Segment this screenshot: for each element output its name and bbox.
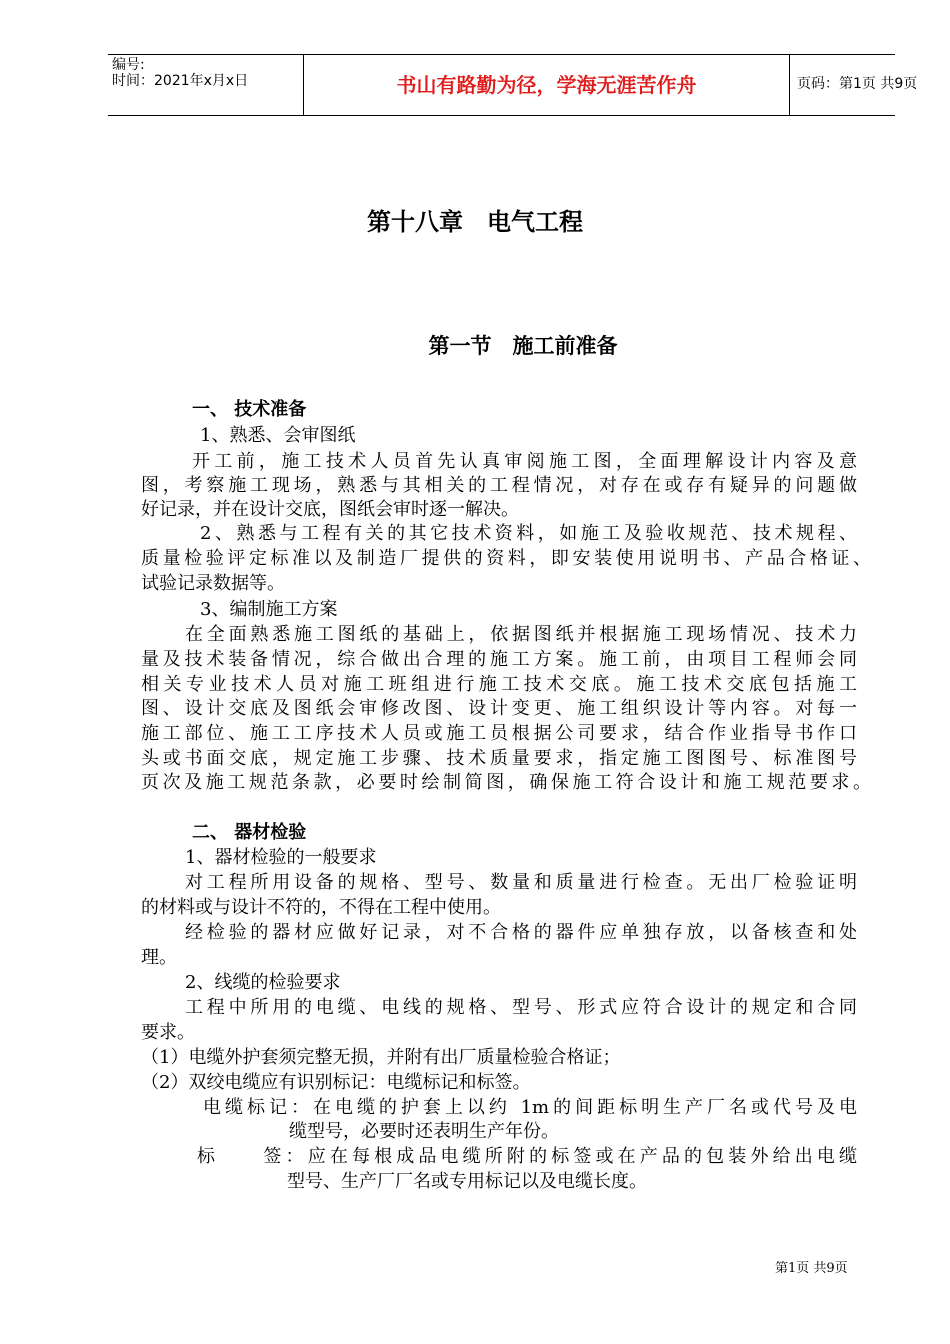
paragraph-line: 好记录，并在设计交底，图纸会审时逐一解决。: [141, 499, 519, 520]
definition-line: 标 签：应在每根成品电缆所附的标签或在产品的包装外给出电缆: [197, 1146, 857, 1167]
paragraph-line: 经检验的器材应做好记录，对不合格的器件应单独存放，以备核查和处: [185, 922, 857, 943]
subheading-construction-plan: 3、编制施工方案: [200, 599, 338, 620]
paragraph-line: 页次及施工规范条款，必要时绘制简图，确保施工符合设计和施工规范要求。: [141, 772, 871, 793]
paragraph-line: 图、设计交底及图纸会审修改图、设计变更、施工组织设计等内容。对每一: [141, 698, 857, 719]
list-item: （1）电缆外护套须完整无损，并附有出厂质量检验合格证；: [141, 1047, 621, 1068]
paragraph-line: 图，考察施工现场，熟悉与其相关的工程情况，对存在或存有疑异的问题做: [141, 475, 857, 496]
header-motto: 书山有路勤为径，学海无涯苦作舟: [396, 73, 697, 97]
paragraph-line: 在全面熟悉施工图纸的基础上，依据图纸并根据施工现场情况、技术力: [185, 624, 857, 645]
section-title: 第一节 施工前准备: [428, 333, 618, 358]
definition-line: 电缆标记：在电缆的护套上以约 1m的间距标明生产厂名或代号及电: [203, 1097, 857, 1118]
paragraph-line: 理。: [141, 947, 177, 968]
paragraph-line: 对工程所用设备的规格、型号、数量和质量进行检查。无出厂检验证明: [185, 872, 857, 893]
definition-line: 型号、生产厂厂名或专用标记以及电缆长度。: [287, 1171, 647, 1192]
page-header: [108, 54, 918, 116]
header-page-number: 页码：第1页 共9页: [797, 76, 918, 92]
heading-technical-preparation: 一、 技术准备: [192, 399, 307, 420]
list-item: （2）双绞电缆应有识别标记：电缆标记和标签。: [141, 1072, 531, 1093]
definition-line: 缆型号，必要时还表明生产年份。: [289, 1121, 559, 1142]
paragraph-line: 量及技术装备情况，综合做出合理的施工方案。施工前，由项目工程师会同: [141, 649, 857, 670]
subheading-general-requirements: 1、器材检验的一般要求: [185, 847, 377, 868]
paragraph-line: 施工部位、施工工序技术人员或施工员根据公司要求，结合作业指导书作口: [141, 723, 857, 744]
header-meta-cell: [108, 55, 303, 115]
paragraph-line: 的材料或与设计不符的，不得在工程中使用。: [141, 897, 501, 918]
footer-page-number: 第1页 共9页: [775, 1261, 848, 1276]
paragraph-line: 2、熟悉与工程有关的其它技术资料，如施工及验收规范、技术规程、: [200, 523, 857, 544]
header-motto-cell: [303, 55, 790, 115]
paragraph-line: 工程中所用的电缆、电线的规格、型号、形式应符合设计的规定和合同: [185, 997, 857, 1018]
paragraph-line: 试验记录数据等。: [141, 573, 285, 594]
document-number-label: 编号:: [112, 57, 145, 73]
subheading-cable-requirements: 2、线缆的检验要求: [185, 972, 341, 993]
paragraph-line: 相关专业技术人员对施工班组进行施工技术交底。施工技术交底包括施工: [141, 674, 857, 695]
chapter-title: 第十八章 电气工程: [367, 207, 583, 236]
paragraph-line: 要求。: [141, 1022, 195, 1043]
paragraph-line: 头或书面交底，规定施工步骤、技术质量要求，指定施工图图号、标准图号: [141, 748, 857, 769]
paragraph-line: 质量检验评定标准以及制造厂提供的资料，即安装使用说明书、产品合格证、: [141, 548, 871, 569]
document-time-label: 时间：2021年x月x日: [112, 73, 249, 89]
header-page-cell: [789, 55, 918, 115]
heading-material-inspection: 二、 器材检验: [192, 822, 307, 843]
subheading-review-drawings: 1、熟悉、会审图纸: [200, 425, 356, 446]
paragraph-line: 开工前，施工技术人员首先认真审阅施工图，全面理解设计内容及意: [192, 451, 857, 472]
